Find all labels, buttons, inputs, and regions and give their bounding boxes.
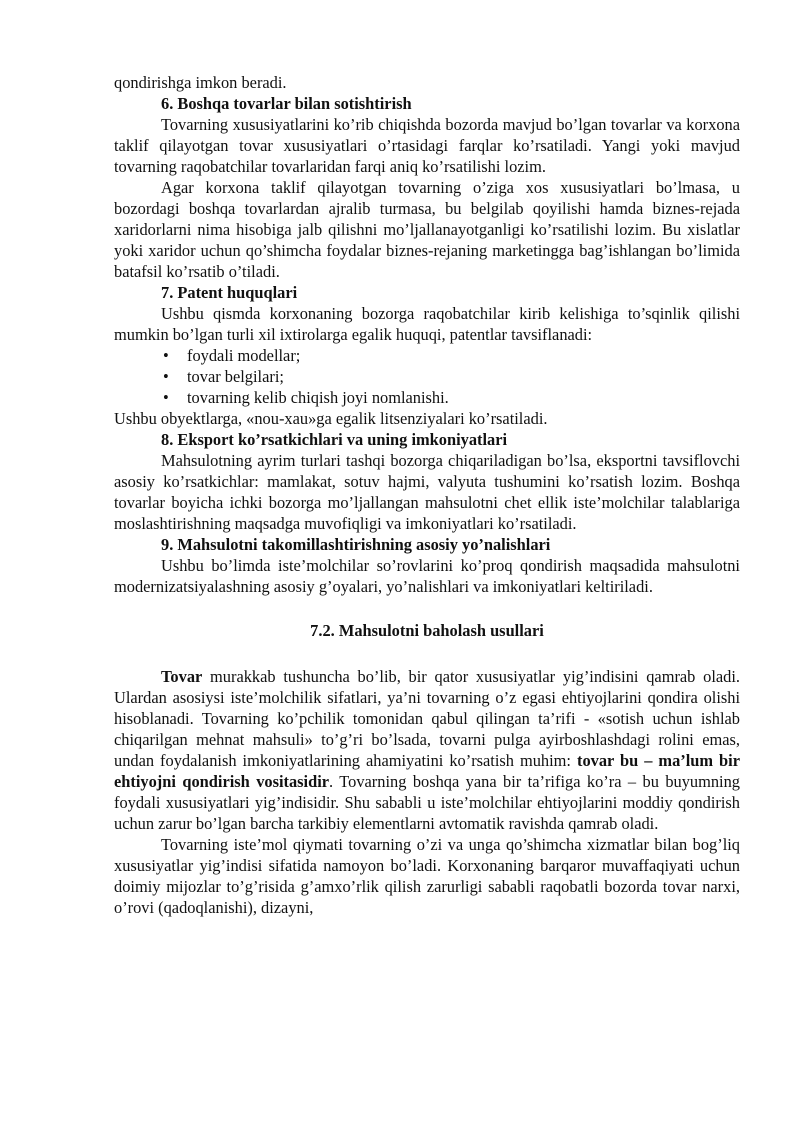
heading-section-6: 6. Boshqa tovarlar bilan sotishtirish (161, 94, 412, 113)
section-heading-7-2: 7.2. Mahsulotni baholash usullari (310, 621, 544, 640)
paragraph-text-part-2: . Tovarning boshqa yana bir ta’rifiga ko’ra – bu buyumning foydali xususiyatlari yig’indisidir. Shu sababli u iste’molchilar ehtiyojlarini moddiy qondirish uchun zarur bo’lgan barcha tarkibiy elementlarni avtomatik ravishda qamrab oladi. (114, 772, 741, 833)
paragraph-9: Ushbu bo’limda iste’molchilar so’rovlarini ko’proq qondirish maqsadida mahsulotni modernizatsiyalashning asosiy g’oyalari, yo’nalishlari va imkoniyatlari keltiriladi. (114, 556, 740, 596)
list-item-text: foydali modellar; (187, 346, 301, 365)
bold-term-tovar: Tovar (161, 667, 203, 686)
paragraph-6a: Tovarning xususiyatlarini ko’rib chiqishda bozorda mavjud bo’lgan tovarlar va korxona taklif qilayotgan tovar xususiyatlari o’rtasidagi farqlar ko’rsatiladi. Yangi yoki mavjud tovarning raqobatchilar tovarlaridan farqi aniq ko’rsatilishi lozim. (114, 115, 740, 176)
heading-section-8: 8. Eksport ko’rsatkichlari va uning imkoniyatlari (161, 430, 508, 449)
paragraph-7: Ushbu qismda korxonaning bozorga raqobatchilar kirib kelishiga to’sqinlik qilishi mumkin bo’lgan turli xil ixtirolarga egalik huquqi, patentlar tavsiflanadi: (114, 304, 740, 344)
bold-definition: tovar bu – ma’lum bir ehtiyojni qondirish vositasidir (114, 751, 740, 791)
list-item (161, 345, 740, 366)
paragraph-intro-end: qondirishga imkon beradi. (114, 73, 287, 92)
heading-section-9: 9. Mahsulotni takomillashtirishning asosiy yo’nalishlari (161, 535, 551, 554)
paragraph-6b: Agar korxona taklif qilayotgan tovarning o’ziga xos xususiyatlari bo’lmasa, u bozordagi boshqa tovarlardan ajralib turmasa, bu belgilab qoyilishi hamda biznes-rejada xaridorlarni nima hisobiga jalb qilishni mo’ljallanayotganligi ko’rsatilishi lozim. Bu xislatlar yoki xaridor uchun qo’shimcha foydalar biznes-rejaning marketingga bag’ishlangan bo’limida batafsil ko’rsatib o’tiladi. (114, 178, 740, 281)
list-item-text: tovar belgilari; (187, 367, 284, 386)
bullet-icon: • (163, 388, 169, 407)
paragraph-text-part-1: murakkab tushuncha bo’lib, bir qator xususiyatlar yig’indisini qamrab oladi. Ulardan asosiysi iste’molchilik sifatlari, ya’ni tovarning o’z egasi ehtiyojlarini qondira olishi hisoblanadi. Tovarning ko’pchilik tomonidan qabul qilingan ta’rifi - «sotish uchun ishlab chiqarilgan mehnat mahsuli» to’g’ri bo’lsada, tovarni pulga ayirboshlashdagi rolini emas, undan foydalanish imkoniyatlarining ahamiyatini ko’rsatish muhim: (114, 667, 740, 770)
paragraph-tovar-definition (114, 666, 740, 834)
paragraph-8: Mahsulotning ayrim turlari tashqi bozorga chiqariladigan bo’lsa, eksportni tavsiflovchi asosiy ko’rsatkichlar: mamlakat, sotuv hajmi, valyuta tushumini ko’rsatish lozim. Boshqa tovarlar boyicha ichki bozorga mo’ljallangan mahsulotni chet ellik iste’molchilar talablariga moslashtirishning maqsadga muvofiqligi va imkoniyatlari ko’rsatiladi. (114, 451, 740, 533)
bullet-list (114, 345, 740, 408)
list-item-text: tovarning kelib chiqish joyi nomlanishi. (187, 388, 449, 407)
bullet-icon: • (163, 346, 169, 365)
paragraph-7-end: Ushbu obyektlarga, «nou-xau»ga egalik litsenziyalari ko’rsatiladi. (114, 409, 548, 428)
paragraph-consumer-value: Tovarning iste’mol qiymati tovarning o’zi va unga qo’shimcha xizmatlar bilan bog’liq xususiyatlar yig’indisi sifatida namoyon bo’ladi. Korxonaning barqaror muvaffaqiyati uchun doimiy mijozlar to’g’risida g’amxo’rlik qilish zarurligi sababli raqobatli bozorda tovar narxi, o’rovi (qadoqlanishi), dizayni, (114, 835, 740, 917)
bullet-icon: • (163, 367, 169, 386)
heading-section-7: 7. Patent huquqlari (161, 283, 298, 302)
list-item (161, 366, 740, 387)
list-item (161, 387, 740, 408)
